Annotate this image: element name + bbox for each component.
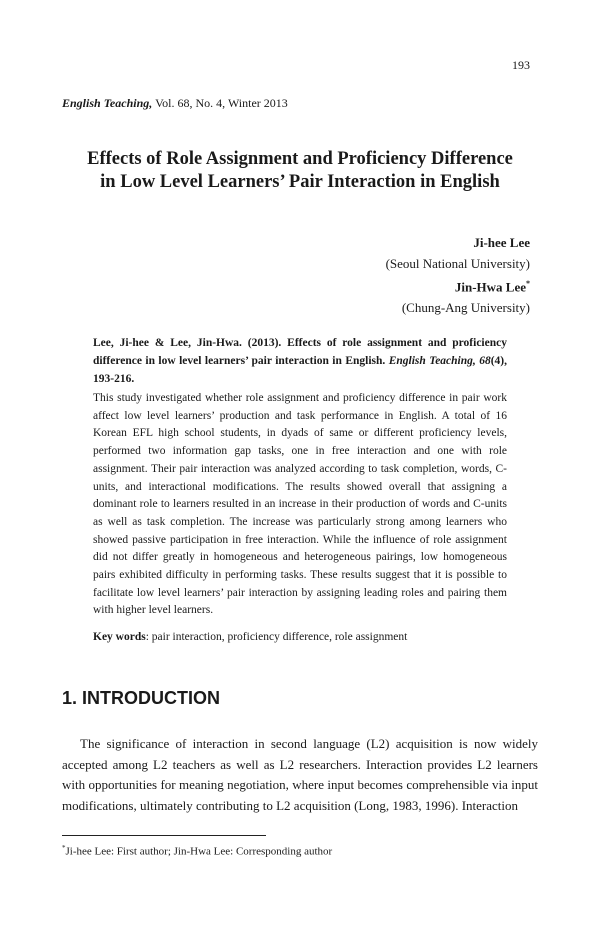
author-1-name: Ji-hee Lee [473,235,530,250]
journal-info [62,96,288,111]
section-heading: 1. INTRODUCTION [62,688,221,708]
page-number: 193 [512,58,530,72]
footnote-text: Ji-hee Lee: First author; Jin-Hwa Lee: Corresponding author [65,845,333,858]
keywords [93,631,507,643]
footnote-divider [62,835,266,836]
intro-paragraph: The significance of interaction in second language (L2) acquisition is now widely accepted among L2 teachers as well as L2 researchers. Interaction provides L2 learners with opportunities for meaning negotiation, where input becomes comprehensible via input modifications, ultimately contributing to L2 acquisition (Long, 1983, 1996). Interaction [62,736,538,813]
keywords-label: Key words [93,631,146,643]
journal-details: Vol. 68, No. 4, Winter 2013 [155,96,288,110]
title-line-2: in Low Level Learners’ Pair Interaction in English [100,172,500,192]
citation [93,334,507,388]
author-2-name: Jin-Hwa Lee* [454,279,530,295]
citation-issue-pages: (4), 193-216. [93,355,508,385]
paper-title [40,148,560,194]
citation-text: Lee, Ji-hee & Lee, Jin-Hwa. (2013). Effects of role assignment and proficiency difference in low level learners’ pair interaction in English. [93,337,507,367]
footnote-marker: * [62,844,66,852]
author-2-marker: * [526,279,530,288]
author-block [386,233,530,318]
author-2-affiliation: (Chung-Ang University) [401,299,530,315]
keywords-value: : pair interaction, proficiency difference, role assignment [145,631,408,643]
citation-volume: 68 [479,355,491,367]
author-1-affiliation: (Seoul National University) [385,255,530,271]
journal-name: English Teaching, [62,96,153,110]
abstract: This study investigated whether role assignment and proficiency difference in pair work affect low level learners’ production and task performance in English. A total of 16 Korean EFL high school students, in dyads of same or different proficiency levels, performed two information gap tasks, one in free interaction and one with role assignment. Their pair interaction was analyzed according to task completion, words, C-units, and interactional modifications. The results showed overall that assigning a dominant role to learners resulted in an increase in their production of words and C-units as well as task completion. The increase was particularly strong among learners who showed passive participation in free interaction. While the influence of role assignment did not differ greatly in homogeneous and heterogeneous pairings, low homogeneous pairs exhibited difficulty in performing tasks. These results suggest that it is possible to facilitate low level learners’ pair interaction by assigning leading roles and pairing them with higher level learners. [93,392,507,617]
title-line-1: Effects of Role Assignment and Proficiency Difference [87,149,513,169]
citation-journal: English Teaching, [388,355,476,367]
footnote [62,844,332,858]
